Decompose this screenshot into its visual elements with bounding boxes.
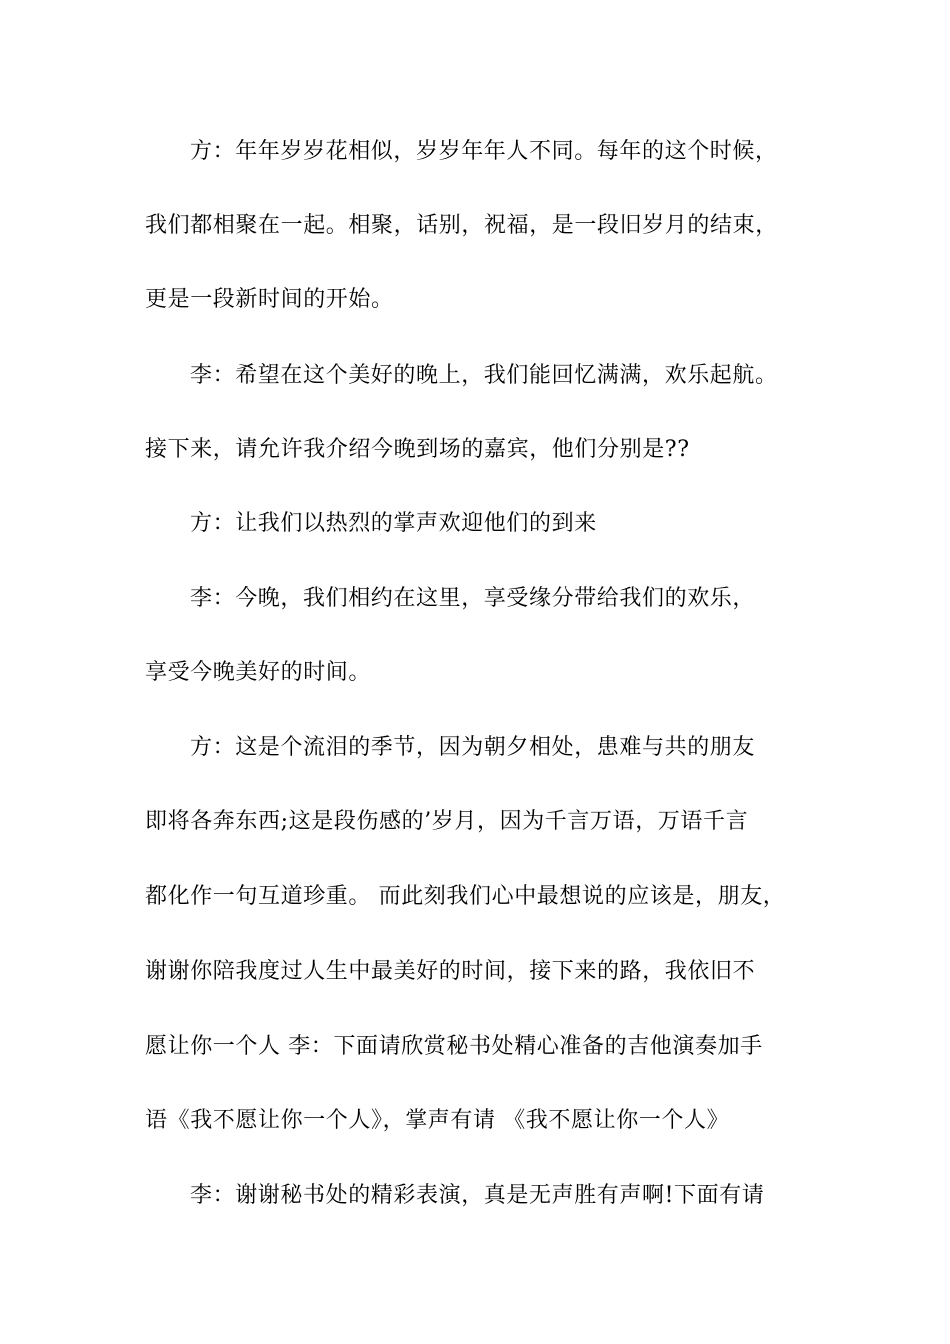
paragraph-line: 更是一段新时间的开始。 xyxy=(145,287,394,312)
paragraph-line: 享受今晚美好的时间。 xyxy=(145,660,372,685)
paragraph-line: 即将各奔东西;这是段伤感的’岁月，因为千言万语，万语千言 xyxy=(145,809,749,834)
paragraph-line: 李：今晚，我们相约在这里，享受缘分带给我们的欢乐， xyxy=(190,586,756,611)
paragraph-line: 谢谢你陪我度过人生中最美好的时间，接下来的路，我依旧不 xyxy=(145,959,756,984)
paragraph-line: 方：让我们以热烈的掌声欢迎他们的到来 xyxy=(190,511,597,536)
paragraph-line: 我们都相聚在一起。相聚，话别，祝福，是一段旧岁月的结束， xyxy=(145,213,778,238)
paragraph-line: 方：这是个流泪的季节，因为朝夕相处，患难与共的朋友 xyxy=(190,735,756,760)
paragraph-line: 都化作一句互道珍重。 而此刻我们心中最想说的应该是，朋友， xyxy=(145,884,786,909)
paragraph-line: 愿让你一个人 李：下面请欣赏秘书处精心准备的吉他演奏加手 xyxy=(145,1034,763,1059)
paragraph-line: 方：年年岁岁花相似，岁岁年年人不同。每年的这个时候， xyxy=(190,139,778,164)
paragraph-line: 接下来，请允许我介绍今晚到场的嘉宾，他们分别是?? xyxy=(145,437,690,462)
paragraph-line: 语《我不愿让你一个人》，掌声有请 《我不愿让你一个人》 xyxy=(145,1108,730,1133)
paragraph-line: 李：希望在这个美好的晚上，我们能回忆满满，欢乐起航。 xyxy=(190,363,778,388)
paragraph-line: 李：谢谢秘书处的精彩表演，真是无声胜有声啊!下面有请 xyxy=(190,1183,765,1208)
